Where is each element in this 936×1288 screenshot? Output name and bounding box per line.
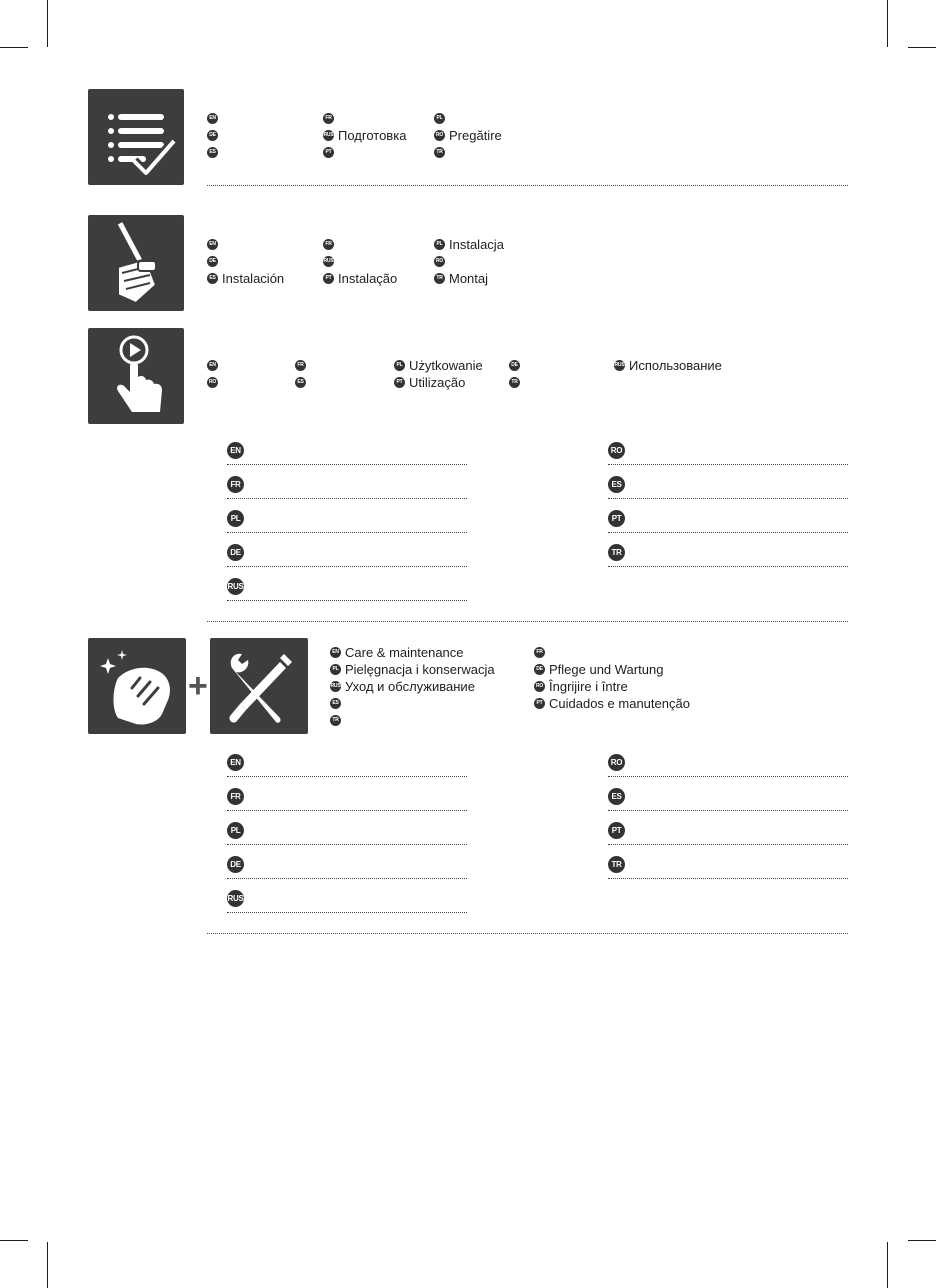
lang-item [207,111,222,126]
write-line [608,878,848,879]
lang-item: RUS Использование [614,358,722,373]
badge-pt: PT [534,698,545,709]
badge-en: EN [227,442,244,459]
divider [207,933,848,934]
lang-item [434,145,449,160]
badge-es: ES [330,698,341,709]
lang-item: RO Îngrijire i între [535,679,628,694]
lang-item: PT Cuidados e manutenção [534,696,690,711]
badge-es: ES [295,377,306,388]
lang-item [509,375,524,390]
write-line [608,776,848,777]
badge-ro: RO [608,754,625,771]
badge-en: EN [207,360,218,371]
lang-item: PL Użytkowanie [394,358,483,373]
badge-ro: RO [534,681,545,692]
write-line [227,464,467,465]
lang-item [207,254,222,269]
write-line [227,776,467,777]
badge-pl: PL [227,510,244,527]
badge-tr: TR [434,273,445,284]
badge-es: ES [608,476,625,493]
crop-mark [887,0,888,47]
badge-de: DE [227,544,244,561]
badge-fr: FR [534,647,545,658]
lang-item [295,375,310,390]
lang-item: TR Montaj [434,271,488,286]
lang-item [323,111,338,126]
badge-de: DE [227,856,244,873]
badge-pl: PL [434,113,445,124]
write-line [608,844,848,845]
badge-ro: RO [207,377,218,388]
divider [207,185,848,186]
badge-pt: PT [323,273,334,284]
badge-pl: PL [227,822,244,839]
badge-es: ES [207,273,218,284]
lang-item: PT Instalação [323,271,397,286]
write-line [227,844,467,845]
lang-item [323,237,338,252]
lang-item [330,696,345,711]
badge-pt: PT [608,822,625,839]
write-line [608,810,848,811]
write-line [227,532,467,533]
lang-item [330,713,345,728]
badge-tr: TR [330,715,341,726]
badge-en: EN [207,113,218,124]
badge-de: DE [534,664,545,675]
badge-en: EN [207,239,218,250]
badge-es: ES [608,788,625,805]
badge-rus: RUS [323,130,334,141]
lang-item [434,111,449,126]
badge-pl: PL [394,360,405,371]
badge-fr: FR [323,113,334,124]
write-line [227,498,467,499]
badge-tr: TR [608,856,625,873]
crop-mark [887,1242,888,1288]
badge-es: ES [207,147,218,158]
badge-tr: TR [434,147,445,158]
badge-fr: FR [295,360,306,371]
badge-de: DE [207,130,218,141]
lang-item [207,375,222,390]
crop-mark [47,0,48,47]
badge-pt: PT [608,510,625,527]
write-line [608,532,848,533]
badge-rus: RUS [323,256,334,267]
lang-item: RO Pregătire [435,128,502,143]
badge-tr: TR [608,544,625,561]
touch-play-icon [88,328,184,424]
lang-item [295,358,310,373]
plus-sign: + [188,667,208,705]
lang-item [534,645,549,660]
lang-item [207,358,222,373]
badge-de: DE [207,256,218,267]
badge-ro: RO [434,130,445,141]
badge-rus: RUS [227,578,244,595]
badge-pl: PL [330,664,341,675]
cleaning-cloth-icon [88,638,186,734]
badge-pl: PL [434,239,445,250]
lang-item [207,237,222,252]
lang-item: EN Care & maintenance [330,645,464,660]
checklist-icon [88,89,184,185]
badge-fr: FR [227,476,244,493]
write-line [227,600,467,601]
crop-mark [908,1240,936,1241]
write-line [227,810,467,811]
lang-item [207,128,222,143]
divider [207,621,848,622]
lang-item [323,254,338,269]
badge-fr: FR [323,239,334,250]
lang-item [434,254,449,269]
crop-mark [0,1240,28,1241]
lang-item: PL Instalacja [434,237,504,252]
lang-item: PL Pielęgnacja i konserwacja [330,662,495,677]
badge-rus: RUS [614,360,625,371]
write-line [227,912,467,913]
lang-item [323,145,338,160]
write-line [227,878,467,879]
badge-rus: RUS [330,681,341,692]
lang-item: RUS Уход и обслуживание [330,679,475,694]
crop-mark [908,47,936,48]
badge-ro: RO [608,442,625,459]
badge-pt: PT [323,147,334,158]
write-line [608,566,848,567]
lang-item [207,145,222,160]
badge-ro: RO [434,256,445,267]
lang-item [509,358,524,373]
lang-item: RUS Подготовка [323,128,407,143]
tools-icon [210,638,308,734]
badge-fr: FR [227,788,244,805]
badge-tr: TR [509,377,520,388]
write-line [608,464,848,465]
crop-mark [47,1242,48,1288]
write-line [608,498,848,499]
badge-en: EN [227,754,244,771]
screwdriver-hand-icon [88,215,184,311]
badge-en: EN [330,647,341,658]
lang-item: DE Pflege und Wartung [534,662,663,677]
write-line [227,566,467,567]
badge-rus: RUS [227,890,244,907]
lang-item: PT Utilização [394,375,465,390]
badge-pt: PT [394,377,405,388]
lang-item: ES Instalación [207,271,284,286]
crop-mark [0,47,28,48]
badge-de: DE [509,360,520,371]
